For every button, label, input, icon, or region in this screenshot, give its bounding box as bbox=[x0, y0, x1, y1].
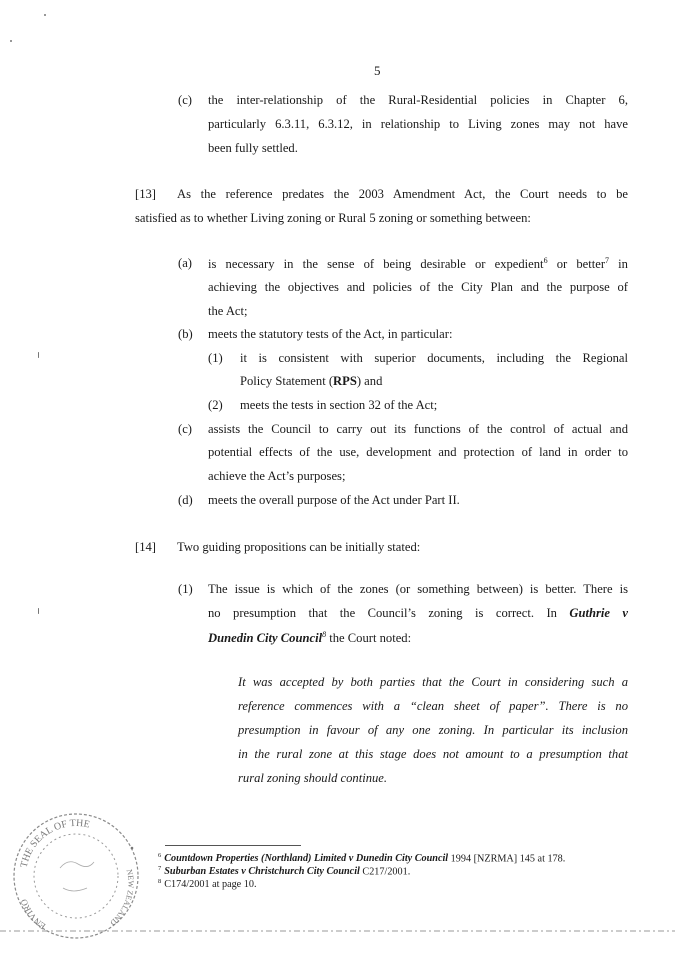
paragraph-text: no presumption that the Council’s zoning is correct. bbox=[208, 606, 534, 620]
paragraph-text: ) and bbox=[356, 374, 383, 388]
footnote-ref: 8 bbox=[322, 630, 327, 639]
case-name: Dunedin City Council bbox=[208, 631, 323, 646]
footnote-case-name: Countdown Properties (Northland) Limited v Dunedin City Council bbox=[164, 853, 449, 865]
paragraph-line bbox=[208, 257, 628, 271]
footnote-text: C174/2001 at page 10. bbox=[164, 879, 257, 891]
list-marker: (2) bbox=[208, 398, 223, 412]
paragraph-number: [14] bbox=[135, 540, 156, 554]
paragraph-text: In bbox=[546, 606, 570, 620]
footnote-6 bbox=[158, 853, 565, 865]
quote-line: rural zoning should continue. bbox=[238, 771, 388, 785]
paragraph-line: the inter-relationship of the Rural-Residential policies in Chapter 6, bbox=[208, 93, 628, 107]
list-marker: (1) bbox=[208, 351, 223, 365]
footnote-8 bbox=[158, 879, 257, 891]
list-marker: (d) bbox=[178, 493, 193, 507]
paragraph-line: meets the tests in section 32 of the Act; bbox=[240, 398, 438, 412]
paragraph-line: the Act; bbox=[208, 304, 248, 318]
court-seal-stamp bbox=[8, 808, 144, 944]
list-marker: (c) bbox=[178, 422, 192, 436]
scan-speck bbox=[38, 608, 39, 614]
paragraph-line: assists the Council to carry out its functions of the control of actual and bbox=[208, 422, 628, 436]
quote-line: presumption in favour of any one zoning. In particular its inclusion bbox=[238, 723, 628, 737]
paragraph-line: meets the overall purpose of the Act under Part II. bbox=[208, 493, 460, 507]
footnote-text: 1994 [NZRMA] 145 at 178. bbox=[448, 853, 566, 865]
seal-text-left: ENVIRO bbox=[18, 897, 48, 932]
paragraph-line bbox=[240, 375, 382, 388]
footnote-number: 7 bbox=[158, 865, 162, 872]
quote-line: It was accepted by both parties that the Court in considering such a bbox=[238, 675, 628, 689]
scan-speck bbox=[38, 352, 39, 358]
quote-line: in the rural zone at this stage does not amount to a presumption that bbox=[238, 747, 628, 761]
list-marker: (a) bbox=[178, 256, 192, 270]
footnote-7 bbox=[158, 866, 410, 878]
list-marker: (1) bbox=[178, 582, 193, 596]
scan-speck bbox=[44, 14, 46, 16]
quote-line: reference commences with a “clean sheet of paper”. There is no bbox=[238, 699, 628, 713]
paragraph-text: or better bbox=[547, 257, 606, 272]
footnote-number: 8 bbox=[158, 878, 162, 885]
footnote-separator bbox=[165, 845, 301, 846]
paragraph-line: The issue is which of the zones (or something between) is better. There is bbox=[208, 582, 628, 596]
defined-term: RPS bbox=[333, 374, 357, 388]
footnote-ref: 6 bbox=[543, 256, 548, 265]
paragraph-text: the Court noted: bbox=[326, 631, 412, 646]
case-name: Guthrie v bbox=[569, 606, 628, 620]
footnote-text: C217/2001. bbox=[359, 866, 411, 878]
paragraph-line bbox=[208, 631, 411, 645]
seal-text-top: THE SEAL OF THE bbox=[18, 817, 91, 869]
paragraph-text: Policy Statement ( bbox=[240, 374, 334, 388]
paragraph-line: particularly 6.3.11, 6.3.12, in relationship to Living zones may not have bbox=[208, 117, 628, 131]
paragraph-line: achieving the objectives and policies of the City Plan and the purpose of bbox=[208, 280, 628, 294]
paragraph-text: in bbox=[609, 257, 628, 272]
paragraph-line bbox=[208, 607, 628, 620]
paragraph-line: meets the statutory tests of the Act, in particular: bbox=[208, 327, 453, 341]
footnote-case-name: Suburban Estates v Christchurch City Council bbox=[164, 866, 360, 878]
paragraph-line: satisfied as to whether Living zoning or Rural 5 zoning or something between: bbox=[135, 211, 531, 225]
paragraph-line: Two guiding propositions can be initially stated: bbox=[177, 540, 421, 554]
paragraph-line: it is consistent with superior documents, including the Regional bbox=[240, 351, 628, 365]
scan-speck bbox=[10, 40, 12, 42]
list-marker: (c) bbox=[178, 93, 192, 107]
list-marker: (b) bbox=[178, 327, 193, 341]
footnote-number: 6 bbox=[158, 852, 162, 859]
paragraph-line: been fully settled. bbox=[208, 141, 298, 155]
seal-text-right: NEW ZEALAND bbox=[108, 868, 136, 928]
paragraph-number: [13] bbox=[135, 187, 156, 201]
footnote-ref: 7 bbox=[605, 256, 610, 265]
paragraph-text: is necessary in the sense of being desirable or expedient bbox=[208, 257, 544, 272]
paragraph-line: As the reference predates the 2003 Amendment Act, the Court needs to be bbox=[177, 187, 628, 201]
paragraph-line: achieve the Act’s purposes; bbox=[208, 469, 346, 483]
page-number: 5 bbox=[374, 63, 381, 78]
paragraph-line: potential effects of the use, development and protection of land in order to bbox=[208, 445, 628, 459]
